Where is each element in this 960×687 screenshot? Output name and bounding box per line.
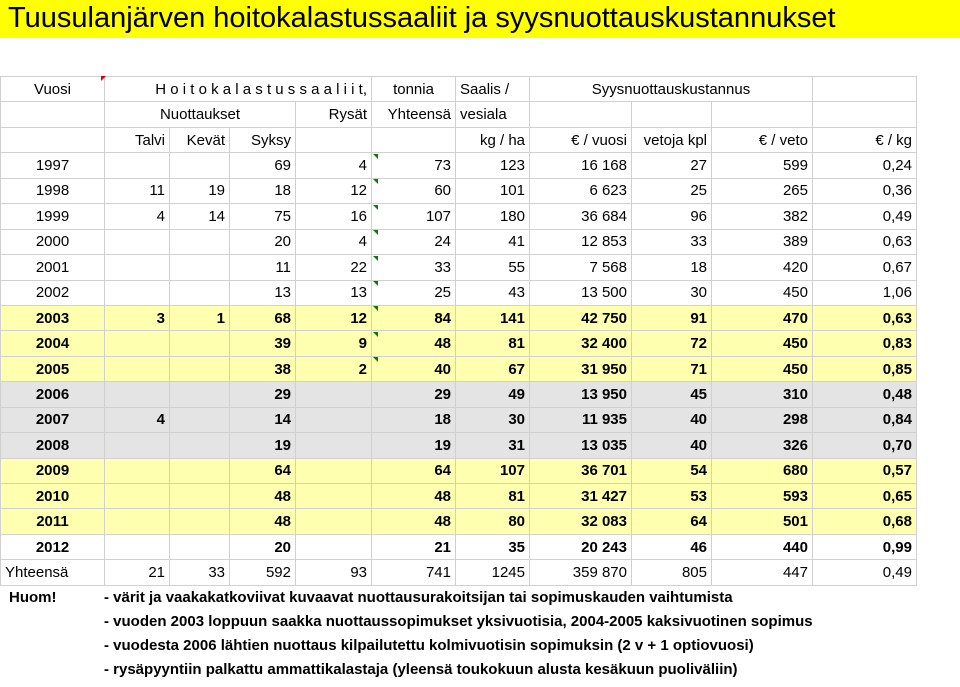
cell-syksy: 75: [230, 204, 296, 229]
cell-kevat: [170, 433, 230, 458]
table-row: [1, 305, 917, 330]
cell-evuosi: 6 623: [530, 178, 632, 203]
cell-kevat: [170, 153, 230, 178]
cell-kevat: [170, 331, 230, 356]
header-empty: [632, 102, 712, 127]
header-empty: [296, 127, 372, 152]
comment-marker: [373, 306, 378, 311]
cell-vuosi: 2006: [1, 382, 105, 407]
cell-syksy: 13: [230, 280, 296, 305]
cell-talvi: [105, 382, 170, 407]
header-empty: [530, 102, 632, 127]
note-line: - vuodesta 2006 lähtien nuottaus kilpailutettu kolmivuotisin sopimuksin (2 v + 1 optiovuosi): [104, 637, 754, 654]
header-yhteensa: Yhteensä: [372, 102, 456, 127]
comment-marker: [101, 76, 106, 81]
cell-talvi: 21: [105, 560, 170, 585]
cell-kevat: [170, 509, 230, 534]
cell-yht: 48: [372, 484, 456, 509]
cell-evuosi: 31 950: [530, 356, 632, 381]
header-row-3: [1, 127, 917, 152]
page-title: Tuusulanjärven hoitokalastussaaliit ja syysnuottauskustannukset: [0, 0, 960, 38]
header-vesiala: vesiala: [456, 102, 530, 127]
note-line: - rysäpyyntiin palkattu ammattikalastaja (yleensä toukokuun alusta kesäkuun puoliväliin): [104, 661, 738, 678]
cell-yht: 73: [372, 153, 456, 178]
cell-kevat: [170, 356, 230, 381]
cell-kgha: 81: [456, 331, 530, 356]
cell-talvi: [105, 280, 170, 305]
cell-yht: 24: [372, 229, 456, 254]
cell-rysat: 13: [296, 280, 372, 305]
cell-vuosi: 2009: [1, 458, 105, 483]
comment-marker: [373, 179, 378, 184]
comment-marker: [373, 357, 378, 362]
cell-eveto: 450: [712, 356, 813, 381]
header-tonnia: tonnia: [372, 77, 456, 102]
cell-ekg: 0,24: [813, 153, 917, 178]
cell-vuosi: 2012: [1, 534, 105, 559]
cell-eveto: 599: [712, 153, 813, 178]
cell-talvi: [105, 356, 170, 381]
header-vuosi: Vuosi: [1, 77, 105, 102]
cell-ekg: 0,57: [813, 458, 917, 483]
cell-kgha: 41: [456, 229, 530, 254]
cell-kgha: 107: [456, 458, 530, 483]
cell-kgha: 1245: [456, 560, 530, 585]
cell-kgha: 80: [456, 509, 530, 534]
cell-vuosi: 1999: [1, 204, 105, 229]
cell-vetoja: 27: [632, 153, 712, 178]
cell-kgha: 141: [456, 305, 530, 330]
header-rysat: Rysät: [296, 102, 372, 127]
header-evuosi: € / vuosi: [530, 127, 632, 152]
cell-vetoja: 54: [632, 458, 712, 483]
cell-yht: 64: [372, 458, 456, 483]
cell-rysat: [296, 458, 372, 483]
cell-syksy: 19: [230, 433, 296, 458]
cell-talvi: [105, 331, 170, 356]
cell-rysat: [296, 484, 372, 509]
comment-marker: [373, 154, 378, 159]
cell-yht: 21: [372, 534, 456, 559]
table-row: [1, 484, 917, 509]
cell-talvi: [105, 153, 170, 178]
cell-vetoja: 40: [632, 433, 712, 458]
cell-evuosi: 12 853: [530, 229, 632, 254]
cell-syksy: 11: [230, 255, 296, 280]
cell-yht: 48: [372, 509, 456, 534]
cell-vetoja: 18: [632, 255, 712, 280]
cell-evuosi: 13 950: [530, 382, 632, 407]
cell-syksy: 69: [230, 153, 296, 178]
header-ekg: € / kg: [813, 127, 917, 152]
cell-evuosi: 7 568: [530, 255, 632, 280]
cell-eveto: 501: [712, 509, 813, 534]
cell-kgha: 55: [456, 255, 530, 280]
table-row: [1, 153, 917, 178]
cell-evuosi: 36 701: [530, 458, 632, 483]
cell-talvi: [105, 255, 170, 280]
header-kgha: kg / ha: [456, 127, 530, 152]
cell-kevat: [170, 407, 230, 432]
table-row: [1, 229, 917, 254]
cell-vetoja: 91: [632, 305, 712, 330]
cell-talvi: 11: [105, 178, 170, 203]
cell-vuosi: 2002: [1, 280, 105, 305]
cell-ekg: 0,36: [813, 178, 917, 203]
cell-vetoja: 46: [632, 534, 712, 559]
cell-vuosi: 1997: [1, 153, 105, 178]
cell-vuosi: 2010: [1, 484, 105, 509]
table-row: [1, 382, 917, 407]
table-row: [1, 534, 917, 559]
data-table: [0, 76, 917, 586]
header-vetojakpl: vetoja kpl: [632, 127, 712, 152]
cell-rysat: 4: [296, 153, 372, 178]
cell-yht: 107: [372, 204, 456, 229]
table-row: [1, 560, 917, 585]
cell-ekg: 0,49: [813, 560, 917, 585]
cell-yht: 25: [372, 280, 456, 305]
cell-evuosi: 36 684: [530, 204, 632, 229]
cell-rysat: 9: [296, 331, 372, 356]
header-empty: [372, 127, 456, 152]
header-row-2: [1, 102, 917, 127]
cell-eveto: 326: [712, 433, 813, 458]
cell-eveto: 310: [712, 382, 813, 407]
header-empty: [813, 77, 917, 102]
cell-eveto: 389: [712, 229, 813, 254]
cell-evuosi: 359 870: [530, 560, 632, 585]
cell-kgha: 180: [456, 204, 530, 229]
cell-vetoja: 53: [632, 484, 712, 509]
cell-syksy: 29: [230, 382, 296, 407]
cell-talvi: [105, 229, 170, 254]
cell-talvi: 4: [105, 204, 170, 229]
cell-ekg: 0,83: [813, 331, 917, 356]
cell-vuosi: 2001: [1, 255, 105, 280]
header-syysnuottaus: Syysnuottauskustannus: [530, 77, 813, 102]
cell-syksy: 64: [230, 458, 296, 483]
cell-rysat: 12: [296, 305, 372, 330]
cell-vuosi: 2005: [1, 356, 105, 381]
table-row: [1, 407, 917, 432]
cell-rysat: [296, 382, 372, 407]
comment-marker: [373, 230, 378, 235]
cell-rysat: 93: [296, 560, 372, 585]
header-row-1: [1, 77, 917, 102]
cell-vetoja: 64: [632, 509, 712, 534]
header-kevat: Kevät: [170, 127, 230, 152]
cell-eveto: 265: [712, 178, 813, 203]
cell-syksy: 38: [230, 356, 296, 381]
cell-eveto: 680: [712, 458, 813, 483]
cell-syksy: 18: [230, 178, 296, 203]
cell-rysat: 16: [296, 204, 372, 229]
cell-yht: 29: [372, 382, 456, 407]
table-row: [1, 331, 917, 356]
cell-talvi: 4: [105, 407, 170, 432]
table-row: [1, 204, 917, 229]
cell-ekg: 0,49: [813, 204, 917, 229]
cell-talvi: [105, 458, 170, 483]
cell-eveto: 447: [712, 560, 813, 585]
cell-talvi: 3: [105, 305, 170, 330]
table-row: [1, 280, 917, 305]
table-row: [1, 178, 917, 203]
cell-talvi: [105, 534, 170, 559]
cell-evuosi: 13 035: [530, 433, 632, 458]
cell-eveto: 450: [712, 280, 813, 305]
cell-evuosi: 13 500: [530, 280, 632, 305]
cell-syksy: 48: [230, 509, 296, 534]
cell-yht: 84: [372, 305, 456, 330]
cell-evuosi: 20 243: [530, 534, 632, 559]
cell-ekg: 0,85: [813, 356, 917, 381]
cell-eveto: 470: [712, 305, 813, 330]
cell-rysat: 22: [296, 255, 372, 280]
cell-kgha: 81: [456, 484, 530, 509]
cell-ekg: 0,99: [813, 534, 917, 559]
cell-ekg: 0,63: [813, 229, 917, 254]
cell-yht: 40: [372, 356, 456, 381]
cell-ekg: 0,63: [813, 305, 917, 330]
cell-ekg: 0,67: [813, 255, 917, 280]
cell-rysat: [296, 509, 372, 534]
header-syksy: Syksy: [230, 127, 296, 152]
cell-kgha: 123: [456, 153, 530, 178]
cell-kgha: 67: [456, 356, 530, 381]
cell-vetoja: 71: [632, 356, 712, 381]
cell-yht: 741: [372, 560, 456, 585]
cell-eveto: 382: [712, 204, 813, 229]
cell-kgha: 30: [456, 407, 530, 432]
cell-rysat: 12: [296, 178, 372, 203]
cell-yht: 18: [372, 407, 456, 432]
comment-marker: [373, 332, 378, 337]
cell-vetoja: 805: [632, 560, 712, 585]
cell-eveto: 593: [712, 484, 813, 509]
notes-label: Huom!: [9, 589, 57, 606]
cell-evuosi: 16 168: [530, 153, 632, 178]
cell-vuosi: 2000: [1, 229, 105, 254]
cell-rysat: 4: [296, 229, 372, 254]
cell-vetoja: 25: [632, 178, 712, 203]
cell-vetoja: 72: [632, 331, 712, 356]
cell-talvi: [105, 433, 170, 458]
cell-kevat: [170, 229, 230, 254]
cell-kevat: 19: [170, 178, 230, 203]
cell-kevat: [170, 458, 230, 483]
cell-yht: 33: [372, 255, 456, 280]
cell-ekg: 0,68: [813, 509, 917, 534]
cell-ekg: 0,65: [813, 484, 917, 509]
cell-ekg: 0,70: [813, 433, 917, 458]
cell-yht: 60: [372, 178, 456, 203]
table-row: [1, 509, 917, 534]
header-talvi: Talvi: [105, 127, 170, 152]
cell-rysat: [296, 534, 372, 559]
cell-vuosi: 2011: [1, 509, 105, 534]
cell-kevat: 1: [170, 305, 230, 330]
header-empty: [1, 102, 105, 127]
header-hoitokalastus: H o i t o k a l a s t u s s a a l i i t,: [105, 77, 372, 102]
cell-vuosi: Yhteensä: [1, 560, 105, 585]
table-row: [1, 356, 917, 381]
cell-syksy: 68: [230, 305, 296, 330]
cell-evuosi: 31 427: [530, 484, 632, 509]
cell-ekg: 0,48: [813, 382, 917, 407]
cell-vetoja: 96: [632, 204, 712, 229]
cell-yht: 19: [372, 433, 456, 458]
cell-vetoja: 30: [632, 280, 712, 305]
cell-vuosi: 2003: [1, 305, 105, 330]
comment-marker: [373, 256, 378, 261]
cell-kgha: 43: [456, 280, 530, 305]
cell-eveto: 298: [712, 407, 813, 432]
header-eveto: € / veto: [712, 127, 813, 152]
cell-syksy: 14: [230, 407, 296, 432]
cell-yht: 48: [372, 331, 456, 356]
comment-marker: [373, 281, 378, 286]
cell-ekg: 1,06: [813, 280, 917, 305]
cell-rysat: 2: [296, 356, 372, 381]
cell-evuosi: 32 083: [530, 509, 632, 534]
cell-kgha: 31: [456, 433, 530, 458]
cell-vuosi: 2007: [1, 407, 105, 432]
cell-vuosi: 2008: [1, 433, 105, 458]
table-row: [1, 458, 917, 483]
cell-vetoja: 33: [632, 229, 712, 254]
cell-talvi: [105, 484, 170, 509]
header-empty: [712, 102, 813, 127]
cell-evuosi: 32 400: [530, 331, 632, 356]
cell-rysat: [296, 433, 372, 458]
cell-kgha: 101: [456, 178, 530, 203]
cell-eveto: 450: [712, 331, 813, 356]
table-row: [1, 255, 917, 280]
cell-kgha: 35: [456, 534, 530, 559]
header-saalis: Saalis /: [456, 77, 530, 102]
note-line: - värit ja vaakakatkoviivat kuvaavat nuottausurakoitsijan tai sopimuskauden vaihtumista: [104, 589, 733, 606]
cell-syksy: 20: [230, 534, 296, 559]
cell-syksy: 20: [230, 229, 296, 254]
cell-rysat: [296, 407, 372, 432]
cell-syksy: 39: [230, 331, 296, 356]
cell-kevat: [170, 255, 230, 280]
cell-ekg: 0,84: [813, 407, 917, 432]
cell-vuosi: 2004: [1, 331, 105, 356]
cell-vetoja: 45: [632, 382, 712, 407]
cell-syksy: 48: [230, 484, 296, 509]
cell-eveto: 420: [712, 255, 813, 280]
cell-syksy: 592: [230, 560, 296, 585]
note-line: - vuoden 2003 loppuun saakka nuottaussopimukset yksivuotisia, 2004-2005 kaksivuotinen sopimus: [104, 613, 813, 630]
cell-talvi: [105, 509, 170, 534]
cell-kevat: [170, 280, 230, 305]
header-empty: [1, 127, 105, 152]
cell-vetoja: 40: [632, 407, 712, 432]
cell-eveto: 440: [712, 534, 813, 559]
cell-evuosi: 42 750: [530, 305, 632, 330]
cell-vuosi: 1998: [1, 178, 105, 203]
cell-kevat: [170, 484, 230, 509]
cell-kevat: 14: [170, 204, 230, 229]
header-nuottaukset: Nuottaukset: [105, 102, 296, 127]
cell-kevat: 33: [170, 560, 230, 585]
cell-kevat: [170, 382, 230, 407]
header-empty: [813, 102, 917, 127]
comment-marker: [373, 205, 378, 210]
cell-kgha: 49: [456, 382, 530, 407]
cell-evuosi: 11 935: [530, 407, 632, 432]
cell-kevat: [170, 534, 230, 559]
table-row: [1, 433, 917, 458]
